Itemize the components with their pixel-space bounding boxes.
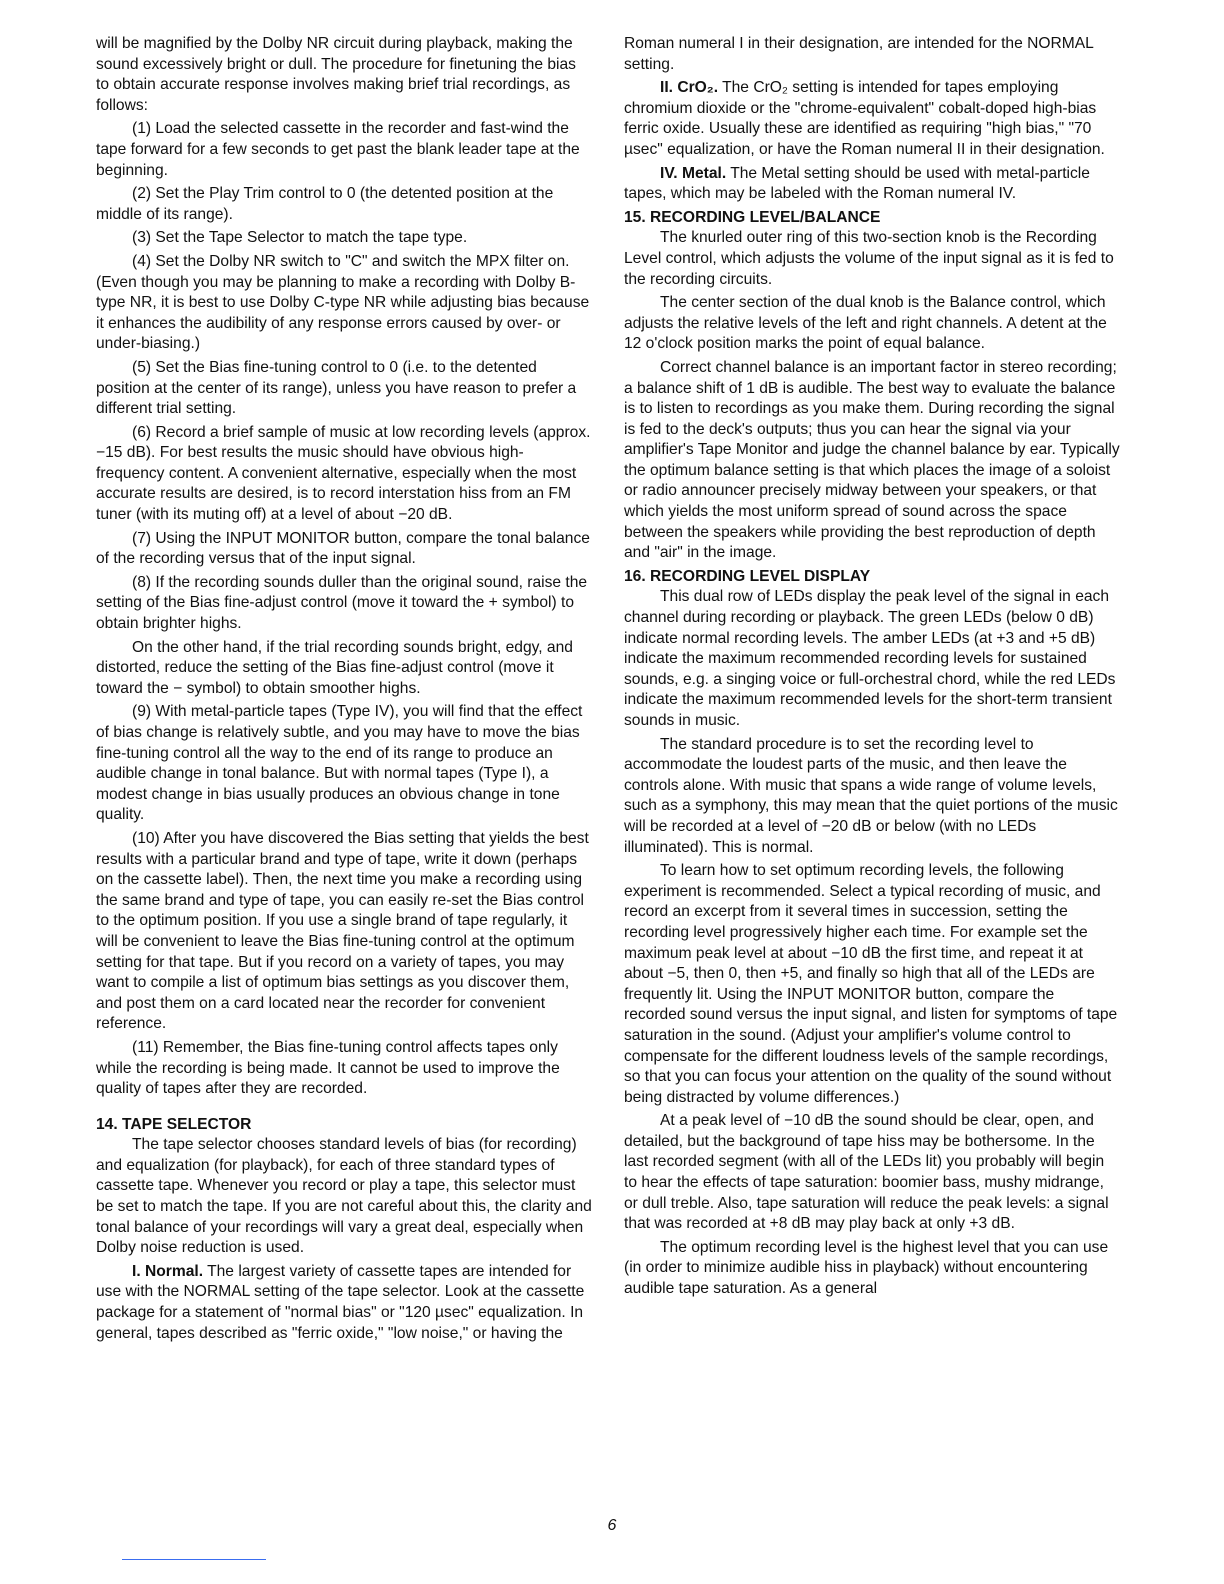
step-7: (7) Using the INPUT MONITOR button, compare the tonal balance of the recording versus that of the input signal. <box>96 529 590 568</box>
step-3: (3) Set the Tape Selector to match the tape type. <box>132 229 468 247</box>
section-15-heading: 15. RECORDING LEVEL/BALANCE <box>624 208 881 226</box>
cro2-text: The CrO₂ setting is intended for tapes employing chromium dioxide or the "chrome-equivalent" cobalt-doped high-bias ferric oxide. Usually these are identified as requiring "high bias," "70 µsec" equalization, or have the Roman numeral II in their designation. <box>624 79 1105 158</box>
normal-continued: Roman numeral I in their designation, are intended for the NORMAL setting. <box>624 35 1094 73</box>
section-16-paragraph-4: At a peak level of −10 dB the sound should be clear, open, and detailed, but the background of tape hiss may be bothersome. In the last recorded segment (with all of the LEDs lit) you probably will begin to hear the effects of tape saturation: boomier bass, mushy midrange, or dull treble. Also, tape saturation will reduce the peak levels: a signal that was recorded at +8 dB may play back at only +3 dB. <box>624 1112 1109 1233</box>
metal-title: IV. Metal. <box>660 164 727 182</box>
step-8-alt: On the other hand, if the trial recording sounds bright, edgy, and distorted, reduce the setting of the Bias fine-adjust control (move it toward the − symbol) to obtain smoother highs. <box>96 638 573 697</box>
step-6: (6) Record a brief sample of music at low recording levels (approx. −15 dB). For best results the music should have obvious high-frequency content. A convenient alternative, especially when the most accurate results are desired, is to record interstation hiss from an FM tuner (with its muting off) at a level of about −20 dB. <box>96 423 591 524</box>
right-column <box>624 34 1120 1303</box>
left-column <box>96 34 592 1347</box>
intro-paragraph: will be magnified by the Dolby NR circuit during playback, making the sound excessively bright or dull. The procedure for finetuning the bias to obtain accurate response involves making brief trial recordings, as follows: <box>96 35 576 114</box>
normal-text: The largest variety of cassette tapes are intended for use with the NORMAL setting of the tape selector. Look at the cassette package for a statement of "normal bias" or "120 µsec" equalization. In general, tapes described as "ferric oxide," "low noise," or having the <box>96 1262 585 1342</box>
metal-text: The Metal setting should be used with metal-particle tapes, which may be labeled with the Roman numeral IV. <box>624 164 1090 203</box>
section-16-paragraph-3: To learn how to set optimum recording levels, the following experiment is recommended. Select a typical recording of music, and record an excerpt from it several times in succession, setting the recording level progressively higher each time. For example set the maximum peak level at about −10 dB the first time, and repeat it at about −5, then 0, then +5, and finally so high that all of the LEDs are frequently lit. Using the INPUT MONITOR button, compare the recorded sound versus the input signal, and listen for symptoms of tape saturation in the sound. (Adjust your amplifier's volume control to compensate for the different loudness levels of the sample recordings, so that you can focus your attention on the quality of the sound without being distracted by volume differences.) <box>624 862 1118 1106</box>
normal-title: I. Normal. <box>132 1262 204 1280</box>
normal-tape-paragraph <box>96 1262 592 1344</box>
step-9: (9) With metal-particle tapes (Type IV), you will find that the effect of bias change is relatively subtle, and you may have to move the bias fine-tuning control all the way to the end of its range to produce an audible change in tonal balance. But with normal tapes (Type I), a modest change in bias usually produces an obvious change in tone quality. <box>96 703 583 824</box>
section-16-paragraph-2: The standard procedure is to set the recording level to accommodate the loudest parts of the music, and then leave the controls alone. With music that spans a wide range of volume levels, such as a symphony, this may mean that the quiet portions of the music will be recorded at a level of −20 dB or below (with no LEDs illuminated). This is normal. <box>624 735 1118 856</box>
section-15-paragraph-1: The knurled outer ring of this two-section knob is the Recording Level control, which adjusts the volume of the input signal as it is fed to the recording circuits. <box>624 229 1114 288</box>
section-14-paragraph: The tape selector chooses standard levels of bias (for recording) and equalization (for playback), for each of three standard types of cassette tape. Whenever you record or play a tape, this selector must be set to match the tape. If you are not careful about this, the clarity and tonal balance of your recordings will vary a great deal, especially when Dolby noise reduction is used. <box>96 1136 592 1257</box>
metal-paragraph <box>624 164 1120 205</box>
section-16-paragraph-5: The optimum recording level is the highest level that you can use (in order to minimize audible hiss in playback) without encountering audible tape saturation. As a general <box>624 1238 1109 1298</box>
section-14-heading: 14. TAPE SELECTOR <box>96 1115 252 1133</box>
step-10: (10) After you have discovered the Bias setting that yields the best results with a particular brand and type of tape, write it down (perhaps on the cassette label). Then, the next time you make a recording using the same brand and type of tape, you can easily re-set the Bias control to the optimum position. If you use a single brand of tape regularly, it will be convenient to leave the Bias fine-tuning control at the optimum setting for that tape. But if you record on a variety of tapes, you may want to compile a list of optimum bias settings as you discover them, and post them on a card located near the recorder for convenient reference. <box>96 829 589 1033</box>
section-15-paragraph-3: Correct channel balance is an important factor in stereo recording; a balance shift of 1 dB is audible. The best way to evaluate the balance is to listen to recordings as you make them. During recording the signal is fed to the deck's outputs; thus you can hear the signal via your amplifier's Tape Monitor and judge the channel balance by ear. Typically the optimum balance setting is that which places the image of a soloist or radio announcer precisely midway between your speakers, or that which yields the most uniform spread of sound across the space between the speakers while providing the best reproduction of depth and "air" in the image. <box>624 358 1120 562</box>
footer-rule <box>122 1559 266 1560</box>
step-5: (5) Set the Bias fine-tuning control to 0 (i.e. to the detented position at the center of its range), unless you have reason to prefer a different trial setting. <box>96 358 577 418</box>
cro2-title: II. CrO₂. <box>660 79 719 97</box>
step-1: (1) Load the selected cassette in the recorder and fast-wind the tape forward for a few seconds to get past the blank leader tape at the beginning. <box>96 120 580 179</box>
section-15-paragraph-2: The center section of the dual knob is the Balance control, which adjusts the relative levels of the left and right channels. A detent at the 12 o'clock position marks the point of equal balance. <box>624 294 1107 353</box>
step-4: (4) Set the Dolby NR switch to "C" and switch the MPX filter on. (Even though you may be planning to make a recording with Dolby B-type NR, it is best to use Dolby C-type NR while adjusting bias because it enhances the audibility of any response errors caused by over- or under-biasing.) <box>96 252 590 353</box>
step-8: (8) If the recording sounds duller than the original sound, raise the setting of the Bias fine-adjust control (move it toward the + symbol) to obtain brighter highs. <box>96 573 588 633</box>
section-16-heading: 16. RECORDING LEVEL DISPLAY <box>624 567 871 585</box>
section-16-paragraph-1: This dual row of LEDs display the peak level of the signal in each channel during recording or playback. The green LEDs (below 0 dB) indicate normal recording levels. The amber LEDs (at +3 and +5 dB) indicate the maximum recommended recording levels for sustained sounds, e.g. a singing voice or full-orchestral chord, while the red LEDs indicate the maximum recommended levels for the short-term transient sounds in music. <box>624 588 1116 729</box>
cro2-paragraph <box>624 78 1120 160</box>
step-11: (11) Remember, the Bias fine-tuning control affects tapes only while the recording is being made. It cannot be used to improve the quality of tapes after they are recorded. <box>96 1038 560 1098</box>
page-number: 6 <box>607 1517 617 1534</box>
step-2: (2) Set the Play Trim control to 0 (the detented position at the middle of its range). <box>96 185 554 223</box>
